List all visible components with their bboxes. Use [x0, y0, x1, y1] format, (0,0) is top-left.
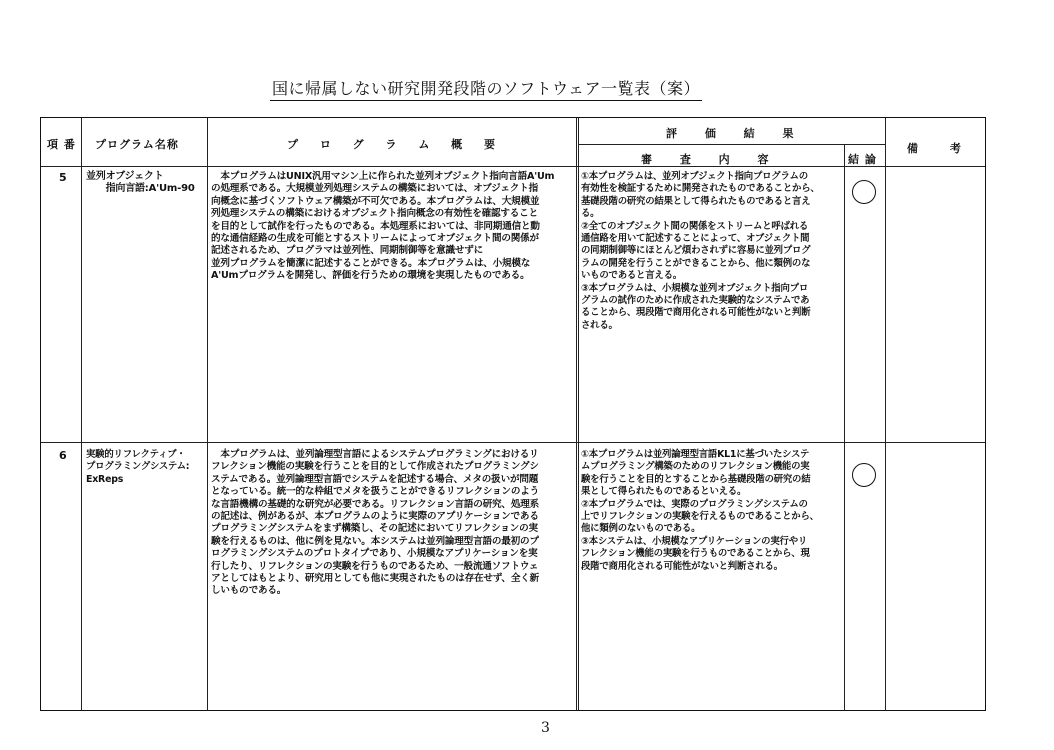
software-list-table: [40, 117, 986, 711]
row-overview: 本プログラムは、並列論理型言語によるシステムプログラミングにおけるリ フレクション機能の実験を行うことを目的として作成されたプログラミングシ ステムである。並列論理型言語でシステムを記述する場合、メタの扱いが問題 となっている。統一的な枠組でメタを扱うことができるリフレクションのよう な言語機構の基礎的な研究が必要である。リフレクション言語の研究、処理系 の記述は、例があるが、本プログラムのように実際のアプリケーションである プログラミングシステムをまず構築し、その記述においてリフレクションの実 験を行えるものは、他に例を見ない。本システムは並列論理型言語の最初のプ ログラミングシステムのプロトタイプであり、小規模なアプリケーションを実 行したり、リフレクションの実験を行うものであるため、一般流通ソフトウェ アとしてはもとより、研究用としても他に実現されたものは存在せず、全く新 しいものである。: [211, 449, 540, 597]
header-conclusion: 結 論: [848, 153, 877, 166]
row-divider: [41, 442, 985, 443]
row-review-content: ①本プログラムは並列論理型言語KL1に基づいたシステ ムプログラミング構築のためのリフレクション機能の実 験を行うことを目的とすることから基礎段階の研究の結 果として得られたものであるといえる。 ②本プログラムでは、実際のプログラミングシステムの 上でリフレクションの実験を行えるものであることから、 他に類例のないものである。 ③本システムは、小規模なアプリケーションの実行やリ フレクション機能の実験を行うものであることから、現 段階で商用化される可能性がないと判断される。: [581, 449, 819, 572]
header-program-name: プログラム名称: [95, 138, 179, 151]
row-divider: [578, 144, 885, 145]
header-remarks: 備 考: [907, 142, 975, 155]
document-title: 国に帰属しない研究開発段階のソフトウェア一覧表（案）: [270, 76, 702, 101]
row-program-name: 並列オブジェクト 指向言語:A'Um-90: [86, 171, 195, 195]
row-program-name: 実験的リフレクティブ・ プログラミングシステム: ExReps: [86, 449, 190, 485]
header-item-no: 項 番: [47, 138, 76, 151]
col-divider: [576, 118, 577, 710]
col-divider: [207, 118, 208, 710]
header-divider: [41, 166, 985, 167]
conclusion-circle-icon: [852, 180, 876, 204]
row-item-no: 6: [59, 449, 67, 462]
row-item-no: 5: [59, 171, 67, 184]
conclusion-circle-icon: [852, 463, 876, 487]
header-review-content: 審 査 内 容: [641, 153, 781, 166]
col-divider: [578, 118, 579, 710]
col-divider: [844, 145, 845, 710]
col-divider: [81, 118, 82, 710]
row-overview: 本プログラムはUNIX汎用マシン上に作られた並列オブジェクト指向言語A'Um の処理系である。大規模並列処理システムの構築においては、オブジェクト指 向概念に基づくソフトウェア構築が不可欠である。本プログラムは、大規模並 列処理システムの構築におけるオブジェクト指向概念の有効性を確認すること を目的として試作を行ったものである。本処理系においては、非同期通信と動 的な通信経路の生成を可能とするストリームによってオブジェクト間の関係が 記述されるため、プログラマは並列性、同期制御等を意識せずに 並列プログラムを簡潔に記述することができる。本プログラムは、小規模な A'Umプログラムを開発し、評価を行うための環境を実現したものである。: [211, 171, 555, 282]
col-divider: [885, 118, 886, 710]
header-evaluation: 評 価 結 果: [666, 127, 806, 140]
row-review-content: ①本プログラムは、並列オブジェクト指向プログラムの 有効性を検証するために開発されたものであることから、 基礎段階の研究の結果として得られたものであると言え る。 ②全てのオブジェクト間の関係をストリームと呼ばれる 通信路を用いて記述することによって、オブジェクト間 の同期制御等にほとんど煩わされずに容易に並列プログ ラムの開発を行うことができることから、他に類例のな いものであると言える。 ③本プログラムは、小規模な並列オブジェクト指向プロ グラムの試作のために作成された実験的なシステムであ ることから、現段階で商用化される可能性がないと判断 される。: [581, 171, 820, 331]
page-number: 3: [541, 720, 550, 736]
header-overview: プ ロ グ ラ ム 概 要: [287, 138, 504, 151]
